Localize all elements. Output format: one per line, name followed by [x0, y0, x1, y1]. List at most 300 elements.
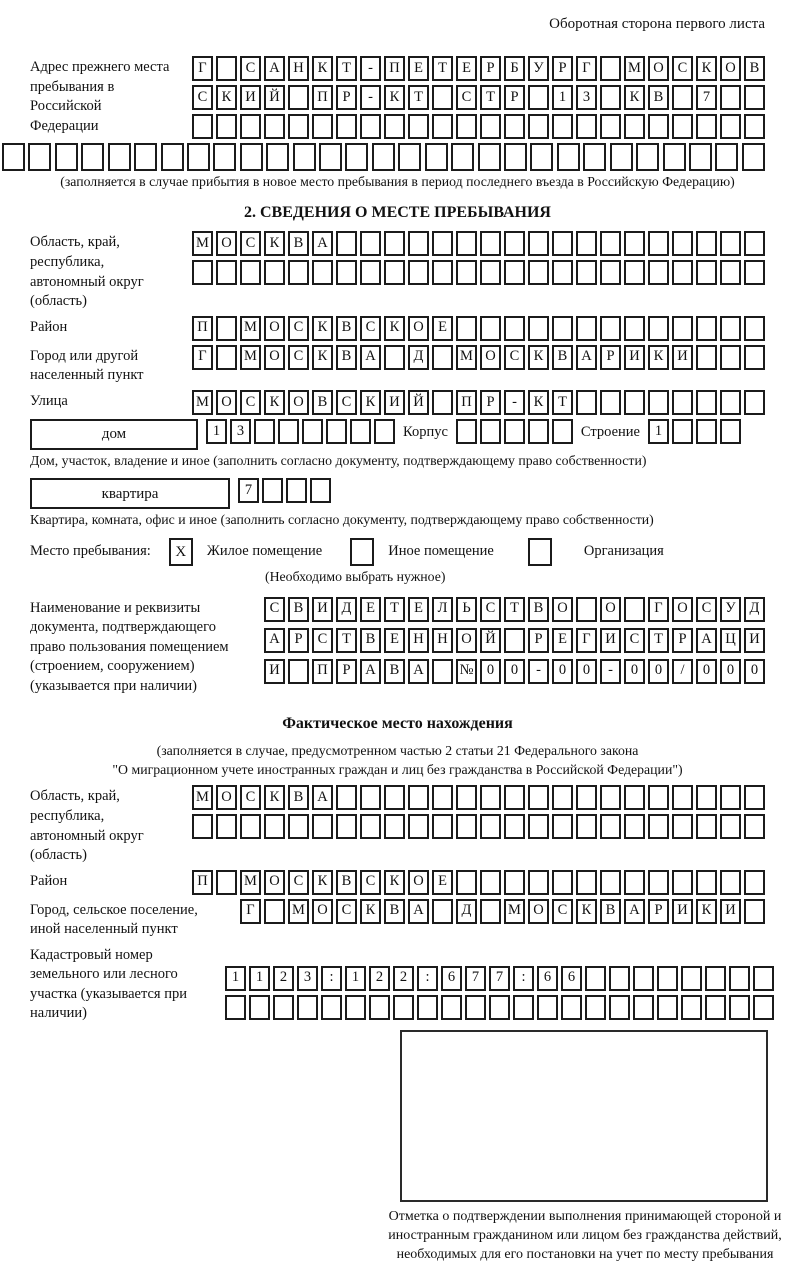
- char-cell[interactable]: [561, 995, 582, 1020]
- char-cell[interactable]: [576, 114, 597, 139]
- char-cell[interactable]: [319, 143, 342, 171]
- char-cell[interactable]: Т: [552, 390, 573, 415]
- char-cell[interactable]: Т: [648, 628, 669, 653]
- char-cell[interactable]: [720, 419, 741, 444]
- char-cell[interactable]: [432, 345, 453, 370]
- char-cell[interactable]: Т: [408, 85, 429, 110]
- char-cell[interactable]: Т: [336, 56, 357, 81]
- char-cell[interactable]: [744, 231, 765, 256]
- char-cell[interactable]: В: [288, 785, 309, 810]
- char-cell[interactable]: [264, 814, 285, 839]
- char-cell[interactable]: О: [216, 231, 237, 256]
- char-cell[interactable]: С: [240, 231, 261, 256]
- char-cell[interactable]: 7: [238, 478, 259, 503]
- char-cell[interactable]: [672, 870, 693, 895]
- char-cell[interactable]: :: [321, 966, 342, 991]
- char-cell[interactable]: В: [288, 231, 309, 256]
- char-cell[interactable]: [696, 785, 717, 810]
- char-cell[interactable]: [528, 114, 549, 139]
- char-cell[interactable]: 0: [624, 659, 645, 684]
- char-cell[interactable]: Й: [480, 628, 501, 653]
- char-cell[interactable]: Р: [600, 345, 621, 370]
- char-cell[interactable]: [504, 260, 525, 285]
- char-cell[interactable]: [696, 814, 717, 839]
- char-cell[interactable]: [600, 231, 621, 256]
- char-cell[interactable]: [408, 785, 429, 810]
- char-cell[interactable]: [672, 85, 693, 110]
- char-cell[interactable]: И: [312, 597, 333, 622]
- char-cell[interactable]: [576, 597, 597, 622]
- char-cell[interactable]: [696, 260, 717, 285]
- char-cell[interactable]: С: [240, 390, 261, 415]
- char-cell[interactable]: Б: [504, 56, 525, 81]
- char-cell[interactable]: Т: [384, 597, 405, 622]
- char-cell[interactable]: 2: [273, 966, 294, 991]
- char-cell[interactable]: М: [504, 899, 525, 924]
- char-cell[interactable]: [432, 659, 453, 684]
- char-cell[interactable]: П: [312, 85, 333, 110]
- char-cell[interactable]: [600, 316, 621, 341]
- char-cell[interactable]: 3: [576, 85, 597, 110]
- char-cell[interactable]: 1: [206, 419, 227, 444]
- char-cell[interactable]: [432, 85, 453, 110]
- char-cell[interactable]: [456, 785, 477, 810]
- char-cell[interactable]: С: [504, 345, 525, 370]
- char-cell[interactable]: В: [744, 56, 765, 81]
- char-cell[interactable]: Р: [648, 899, 669, 924]
- char-cell[interactable]: [302, 419, 323, 444]
- char-cell[interactable]: [576, 390, 597, 415]
- char-cell[interactable]: Н: [432, 628, 453, 653]
- char-cell[interactable]: [663, 143, 686, 171]
- char-cell[interactable]: [729, 995, 750, 1020]
- char-cell[interactable]: [744, 114, 765, 139]
- char-cell[interactable]: [254, 419, 275, 444]
- char-cell[interactable]: [633, 966, 654, 991]
- char-cell[interactable]: [576, 260, 597, 285]
- char-cell[interactable]: [456, 260, 477, 285]
- char-cell[interactable]: [480, 419, 501, 444]
- char-cell[interactable]: [528, 870, 549, 895]
- char-cell[interactable]: 0: [504, 659, 525, 684]
- char-cell[interactable]: 0: [744, 659, 765, 684]
- char-cell[interactable]: О: [456, 628, 477, 653]
- char-cell[interactable]: М: [288, 899, 309, 924]
- char-cell[interactable]: Т: [336, 628, 357, 653]
- char-cell[interactable]: В: [288, 597, 309, 622]
- char-cell[interactable]: [451, 143, 474, 171]
- char-cell[interactable]: 0: [696, 659, 717, 684]
- char-cell[interactable]: К: [264, 785, 285, 810]
- char-cell[interactable]: [720, 316, 741, 341]
- char-cell[interactable]: 0: [648, 659, 669, 684]
- char-cell[interactable]: О: [552, 597, 573, 622]
- char-cell[interactable]: С: [312, 628, 333, 653]
- char-cell[interactable]: [720, 260, 741, 285]
- char-cell[interactable]: [648, 260, 669, 285]
- char-cell[interactable]: [600, 870, 621, 895]
- char-cell[interactable]: [576, 785, 597, 810]
- char-cell[interactable]: [576, 231, 597, 256]
- char-cell[interactable]: В: [552, 345, 573, 370]
- char-cell[interactable]: [192, 114, 213, 139]
- char-cell[interactable]: [624, 785, 645, 810]
- char-cell[interactable]: [624, 390, 645, 415]
- char-cell[interactable]: Г: [576, 56, 597, 81]
- char-cell[interactable]: Д: [408, 345, 429, 370]
- char-cell[interactable]: [312, 260, 333, 285]
- char-cell[interactable]: У: [720, 597, 741, 622]
- char-cell[interactable]: П: [384, 56, 405, 81]
- char-cell[interactable]: П: [456, 390, 477, 415]
- char-cell[interactable]: С: [624, 628, 645, 653]
- char-cell[interactable]: [266, 143, 289, 171]
- char-cell[interactable]: [288, 659, 309, 684]
- char-cell[interactable]: Е: [408, 597, 429, 622]
- char-cell[interactable]: С: [336, 390, 357, 415]
- char-cell[interactable]: [624, 231, 645, 256]
- char-cell[interactable]: М: [624, 56, 645, 81]
- char-cell[interactable]: [672, 114, 693, 139]
- char-cell[interactable]: 2: [369, 966, 390, 991]
- char-cell[interactable]: Е: [552, 628, 573, 653]
- char-cell[interactable]: [552, 260, 573, 285]
- char-cell[interactable]: [288, 85, 309, 110]
- char-cell[interactable]: [408, 114, 429, 139]
- char-cell[interactable]: О: [480, 345, 501, 370]
- char-cell[interactable]: [456, 114, 477, 139]
- char-cell[interactable]: [240, 260, 261, 285]
- char-cell[interactable]: А: [360, 659, 381, 684]
- char-cell[interactable]: [600, 85, 621, 110]
- char-cell[interactable]: [557, 143, 580, 171]
- char-cell[interactable]: О: [264, 316, 285, 341]
- char-cell[interactable]: [417, 995, 438, 1020]
- char-cell[interactable]: 6: [561, 966, 582, 991]
- char-cell[interactable]: Р: [552, 56, 573, 81]
- char-cell[interactable]: -: [528, 659, 549, 684]
- char-cell[interactable]: [504, 785, 525, 810]
- char-cell[interactable]: С: [672, 56, 693, 81]
- char-cell[interactable]: -: [360, 56, 381, 81]
- char-cell[interactable]: [478, 143, 501, 171]
- char-cell[interactable]: К: [648, 345, 669, 370]
- char-cell[interactable]: С: [240, 56, 261, 81]
- char-cell[interactable]: [744, 260, 765, 285]
- char-cell[interactable]: [600, 260, 621, 285]
- char-cell[interactable]: [264, 899, 285, 924]
- char-cell[interactable]: [744, 814, 765, 839]
- char-cell[interactable]: [744, 85, 765, 110]
- char-cell[interactable]: [456, 316, 477, 341]
- checkbox-organization[interactable]: [528, 538, 552, 566]
- char-cell[interactable]: М: [240, 870, 261, 895]
- char-cell[interactable]: [192, 814, 213, 839]
- char-cell[interactable]: [552, 419, 573, 444]
- char-cell[interactable]: [240, 814, 261, 839]
- char-cell[interactable]: И: [672, 899, 693, 924]
- char-cell[interactable]: -: [504, 390, 525, 415]
- char-cell[interactable]: 6: [441, 966, 462, 991]
- char-cell[interactable]: [624, 114, 645, 139]
- char-cell[interactable]: К: [264, 231, 285, 256]
- char-cell[interactable]: [425, 143, 448, 171]
- char-cell[interactable]: М: [192, 390, 213, 415]
- char-cell[interactable]: [360, 231, 381, 256]
- char-cell[interactable]: Й: [264, 85, 285, 110]
- char-cell[interactable]: [744, 390, 765, 415]
- char-cell[interactable]: [696, 316, 717, 341]
- char-cell[interactable]: [192, 260, 213, 285]
- char-cell[interactable]: [28, 143, 51, 171]
- char-cell[interactable]: [384, 260, 405, 285]
- char-cell[interactable]: [288, 260, 309, 285]
- char-cell[interactable]: [504, 316, 525, 341]
- char-cell[interactable]: [264, 260, 285, 285]
- char-cell[interactable]: [610, 143, 633, 171]
- char-cell[interactable]: С: [336, 899, 357, 924]
- char-cell[interactable]: [552, 231, 573, 256]
- char-cell[interactable]: [720, 114, 741, 139]
- char-cell[interactable]: К: [312, 345, 333, 370]
- char-cell[interactable]: [636, 143, 659, 171]
- char-cell[interactable]: Р: [528, 628, 549, 653]
- char-cell[interactable]: [696, 419, 717, 444]
- char-cell[interactable]: Д: [744, 597, 765, 622]
- char-cell[interactable]: [648, 814, 669, 839]
- char-cell[interactable]: [310, 478, 331, 503]
- char-cell[interactable]: [408, 231, 429, 256]
- char-cell[interactable]: [216, 56, 237, 81]
- char-cell[interactable]: [384, 345, 405, 370]
- char-cell[interactable]: [465, 995, 486, 1020]
- char-cell[interactable]: [278, 419, 299, 444]
- char-cell[interactable]: А: [312, 231, 333, 256]
- char-cell[interactable]: [720, 870, 741, 895]
- char-cell[interactable]: Г: [576, 628, 597, 653]
- char-cell[interactable]: Г: [192, 56, 213, 81]
- char-cell[interactable]: [504, 814, 525, 839]
- char-cell[interactable]: [715, 143, 738, 171]
- char-cell[interactable]: [408, 260, 429, 285]
- char-cell[interactable]: Н: [288, 56, 309, 81]
- char-cell[interactable]: [432, 260, 453, 285]
- char-cell[interactable]: [288, 814, 309, 839]
- char-cell[interactable]: Р: [504, 85, 525, 110]
- char-cell[interactable]: [528, 316, 549, 341]
- char-cell[interactable]: С: [480, 597, 501, 622]
- char-cell[interactable]: [744, 870, 765, 895]
- char-cell[interactable]: -: [360, 85, 381, 110]
- char-cell[interactable]: О: [672, 597, 693, 622]
- char-cell[interactable]: В: [384, 899, 405, 924]
- char-cell[interactable]: [432, 114, 453, 139]
- char-cell[interactable]: [372, 143, 395, 171]
- char-cell[interactable]: Т: [480, 85, 501, 110]
- char-cell[interactable]: В: [336, 870, 357, 895]
- char-cell[interactable]: 2: [393, 966, 414, 991]
- char-cell[interactable]: [240, 143, 263, 171]
- char-cell[interactable]: [537, 995, 558, 1020]
- apartment-box[interactable]: квартира: [30, 478, 230, 509]
- char-cell[interactable]: [480, 231, 501, 256]
- char-cell[interactable]: В: [336, 345, 357, 370]
- char-cell[interactable]: 0: [720, 659, 741, 684]
- char-cell[interactable]: Т: [432, 56, 453, 81]
- char-cell[interactable]: [504, 114, 525, 139]
- char-cell[interactable]: [312, 114, 333, 139]
- char-cell[interactable]: С: [192, 85, 213, 110]
- char-cell[interactable]: [744, 899, 765, 924]
- char-cell[interactable]: К: [360, 390, 381, 415]
- char-cell[interactable]: [264, 114, 285, 139]
- char-cell[interactable]: С: [240, 785, 261, 810]
- char-cell[interactable]: [528, 785, 549, 810]
- char-cell[interactable]: К: [264, 390, 285, 415]
- char-cell[interactable]: [720, 231, 741, 256]
- char-cell[interactable]: О: [216, 785, 237, 810]
- char-cell[interactable]: [528, 419, 549, 444]
- char-cell[interactable]: [336, 231, 357, 256]
- char-cell[interactable]: [720, 814, 741, 839]
- char-cell[interactable]: Р: [336, 659, 357, 684]
- char-cell[interactable]: С: [360, 870, 381, 895]
- char-cell[interactable]: 1: [249, 966, 270, 991]
- char-cell[interactable]: [753, 995, 774, 1020]
- char-cell[interactable]: [336, 785, 357, 810]
- char-cell[interactable]: Д: [456, 899, 477, 924]
- char-cell[interactable]: Е: [408, 56, 429, 81]
- char-cell[interactable]: [216, 345, 237, 370]
- char-cell[interactable]: А: [696, 628, 717, 653]
- char-cell[interactable]: К: [696, 56, 717, 81]
- char-cell[interactable]: [369, 995, 390, 1020]
- char-cell[interactable]: [441, 995, 462, 1020]
- char-cell[interactable]: Е: [432, 870, 453, 895]
- char-cell[interactable]: /: [672, 659, 693, 684]
- char-cell[interactable]: [552, 316, 573, 341]
- char-cell[interactable]: [432, 390, 453, 415]
- char-cell[interactable]: [744, 316, 765, 341]
- char-cell[interactable]: [530, 143, 553, 171]
- char-cell[interactable]: С: [696, 597, 717, 622]
- char-cell[interactable]: [321, 995, 342, 1020]
- char-cell[interactable]: [345, 143, 368, 171]
- char-cell[interactable]: [705, 995, 726, 1020]
- char-cell[interactable]: [696, 231, 717, 256]
- char-cell[interactable]: Д: [336, 597, 357, 622]
- char-cell[interactable]: [489, 995, 510, 1020]
- char-cell[interactable]: [624, 870, 645, 895]
- char-cell[interactable]: В: [360, 628, 381, 653]
- char-cell[interactable]: И: [744, 628, 765, 653]
- char-cell[interactable]: [705, 966, 726, 991]
- char-cell[interactable]: Н: [408, 628, 429, 653]
- char-cell[interactable]: Р: [480, 390, 501, 415]
- char-cell[interactable]: [336, 260, 357, 285]
- char-cell[interactable]: [480, 316, 501, 341]
- char-cell[interactable]: [720, 85, 741, 110]
- char-cell[interactable]: В: [384, 659, 405, 684]
- char-cell[interactable]: [633, 995, 654, 1020]
- char-cell[interactable]: [384, 785, 405, 810]
- char-cell[interactable]: И: [720, 899, 741, 924]
- char-cell[interactable]: А: [264, 56, 285, 81]
- char-cell[interactable]: [384, 114, 405, 139]
- char-cell[interactable]: С: [552, 899, 573, 924]
- char-cell[interactable]: [297, 995, 318, 1020]
- char-cell[interactable]: Р: [288, 628, 309, 653]
- char-cell[interactable]: [216, 870, 237, 895]
- char-cell[interactable]: Р: [480, 56, 501, 81]
- char-cell[interactable]: О: [648, 56, 669, 81]
- char-cell[interactable]: [528, 260, 549, 285]
- char-cell[interactable]: В: [600, 899, 621, 924]
- char-cell[interactable]: [672, 785, 693, 810]
- char-cell[interactable]: [187, 143, 210, 171]
- char-cell[interactable]: [672, 419, 693, 444]
- char-cell[interactable]: К: [624, 85, 645, 110]
- char-cell[interactable]: [657, 966, 678, 991]
- char-cell[interactable]: [648, 316, 669, 341]
- char-cell[interactable]: А: [312, 785, 333, 810]
- char-cell[interactable]: [742, 143, 765, 171]
- char-cell[interactable]: №: [456, 659, 477, 684]
- char-cell[interactable]: В: [528, 597, 549, 622]
- char-cell[interactable]: С: [264, 597, 285, 622]
- char-cell[interactable]: [600, 56, 621, 81]
- char-cell[interactable]: 0: [480, 659, 501, 684]
- char-cell[interactable]: А: [408, 899, 429, 924]
- char-cell[interactable]: [585, 995, 606, 1020]
- char-cell[interactable]: О: [216, 390, 237, 415]
- char-cell[interactable]: 6: [537, 966, 558, 991]
- char-cell[interactable]: М: [456, 345, 477, 370]
- char-cell[interactable]: [657, 995, 678, 1020]
- char-cell[interactable]: [504, 231, 525, 256]
- char-cell[interactable]: О: [720, 56, 741, 81]
- char-cell[interactable]: -: [600, 659, 621, 684]
- char-cell[interactable]: [753, 966, 774, 991]
- char-cell[interactable]: [336, 814, 357, 839]
- char-cell[interactable]: К: [384, 85, 405, 110]
- char-cell[interactable]: [729, 966, 750, 991]
- char-cell[interactable]: О: [600, 597, 621, 622]
- char-cell[interactable]: И: [600, 628, 621, 653]
- char-cell[interactable]: :: [513, 966, 534, 991]
- char-cell[interactable]: [326, 419, 347, 444]
- char-cell[interactable]: [2, 143, 25, 171]
- char-cell[interactable]: [225, 995, 246, 1020]
- char-cell[interactable]: И: [672, 345, 693, 370]
- char-cell[interactable]: О: [408, 316, 429, 341]
- char-cell[interactable]: К: [312, 56, 333, 81]
- char-cell[interactable]: Г: [192, 345, 213, 370]
- char-cell[interactable]: [696, 114, 717, 139]
- char-cell[interactable]: [360, 114, 381, 139]
- char-cell[interactable]: [648, 231, 669, 256]
- char-cell[interactable]: [609, 995, 630, 1020]
- char-cell[interactable]: 1: [345, 966, 366, 991]
- char-cell[interactable]: [350, 419, 371, 444]
- char-cell[interactable]: [624, 260, 645, 285]
- char-cell[interactable]: [624, 597, 645, 622]
- char-cell[interactable]: [55, 143, 78, 171]
- char-cell[interactable]: [720, 390, 741, 415]
- char-cell[interactable]: Г: [648, 597, 669, 622]
- char-cell[interactable]: [504, 143, 527, 171]
- char-cell[interactable]: К: [384, 870, 405, 895]
